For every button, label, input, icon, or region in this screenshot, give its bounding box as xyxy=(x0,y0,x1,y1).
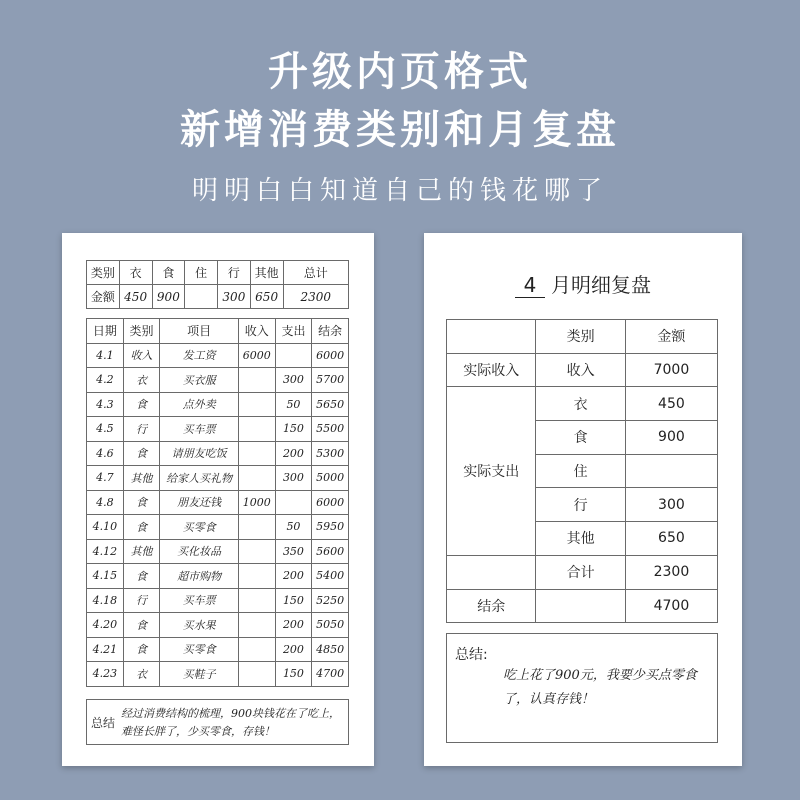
ledger-expense xyxy=(275,490,312,515)
ledger-expense: 300 xyxy=(275,368,312,393)
ledger-item: 买车票 xyxy=(160,417,239,442)
ledger-balance: 6000 xyxy=(312,343,349,368)
ledger-date: 4.7 xyxy=(87,466,124,491)
ledger-expense: 350 xyxy=(275,539,312,564)
ledger-item: 买水果 xyxy=(160,613,239,638)
ledger-category: 食 xyxy=(123,637,160,662)
ledger-expense: 200 xyxy=(275,637,312,662)
ledger-balance: 5950 xyxy=(312,515,349,540)
ledger-row xyxy=(87,466,349,491)
amount-row-label: 金额 xyxy=(87,285,120,309)
headline-subtitle: 新增消费类别和月复盘 xyxy=(180,107,620,153)
ledger-expense: 200 xyxy=(275,613,312,638)
ledger-item: 给家人买礼物 xyxy=(160,466,239,491)
review-month: 4 xyxy=(515,273,545,298)
ledger-income xyxy=(238,588,275,613)
ledger-income xyxy=(238,564,275,589)
amount-cell xyxy=(185,285,218,309)
ledger-row xyxy=(87,588,349,613)
ledger-balance: 4850 xyxy=(312,637,349,662)
ledger-category: 食 xyxy=(123,564,160,589)
ledger-category: 其他 xyxy=(123,539,160,564)
ledger-page xyxy=(62,233,374,766)
expense-amount: 450 xyxy=(625,387,717,421)
ledger-row xyxy=(87,392,349,417)
review-table xyxy=(446,319,718,623)
review-income-row xyxy=(447,353,718,387)
ledger-expense: 300 xyxy=(275,466,312,491)
category-cell: 行 xyxy=(218,261,251,285)
amount-cell: 300 xyxy=(218,285,251,309)
ledger-header-cell: 结余 xyxy=(312,319,349,344)
ledger-date: 4.2 xyxy=(87,368,124,393)
ledger-balance: 5700 xyxy=(312,368,349,393)
ledger-item: 朋友还钱 xyxy=(160,490,239,515)
ledger-income xyxy=(238,417,275,442)
ledger-date: 4.8 xyxy=(87,490,124,515)
total-blank xyxy=(447,555,536,589)
expense-category: 行 xyxy=(536,488,625,522)
ledger-row xyxy=(87,490,349,515)
ledger-row xyxy=(87,613,349,638)
income-category: 收入 xyxy=(536,353,625,387)
ledger-balance: 5000 xyxy=(312,466,349,491)
headline-tagline: 明明白白知道自己的钱花哪了 xyxy=(191,176,608,206)
ledger-date: 4.12 xyxy=(87,539,124,564)
amount-cell: 650 xyxy=(250,285,283,309)
ledger-date: 4.18 xyxy=(87,588,124,613)
ledger-category: 食 xyxy=(123,515,160,540)
ledger-category: 食 xyxy=(123,613,160,638)
review-title xyxy=(424,269,742,298)
ledger-expense: 50 xyxy=(275,515,312,540)
ledger-income xyxy=(238,515,275,540)
income-label: 实际收入 xyxy=(447,353,536,387)
ledger-item: 请朋友吃饭 xyxy=(160,441,239,466)
balance-label: 结余 xyxy=(447,589,536,623)
expense-category: 其他 xyxy=(536,522,625,556)
ledger-income xyxy=(238,637,275,662)
ledger-item: 买车票 xyxy=(160,588,239,613)
ledger-category: 食 xyxy=(123,490,160,515)
ledger-row xyxy=(87,637,349,662)
ledger-item: 发工资 xyxy=(160,343,239,368)
category-cell: 食 xyxy=(152,261,185,285)
ledger-category: 衣 xyxy=(123,368,160,393)
ledger-date: 4.3 xyxy=(87,392,124,417)
ledger-category: 其他 xyxy=(123,466,160,491)
ledger-balance: 6000 xyxy=(312,490,349,515)
ledger-balance: 4700 xyxy=(312,662,349,687)
ledger-row xyxy=(87,343,349,368)
expense-amount: 300 xyxy=(625,488,717,522)
amount-cell: 900 xyxy=(152,285,185,309)
category-cell: 衣 xyxy=(119,261,152,285)
category-row-label: 类别 xyxy=(87,261,120,285)
ledger-row xyxy=(87,417,349,442)
ledger-item: 超市购物 xyxy=(160,564,239,589)
ledger-row xyxy=(87,564,349,589)
expense-category: 食 xyxy=(536,421,625,455)
ledger-income xyxy=(238,368,275,393)
ledger-date: 4.1 xyxy=(87,343,124,368)
expense-amount: 650 xyxy=(625,522,717,556)
ledger-table xyxy=(86,318,349,687)
category-cell: 总计 xyxy=(283,261,349,285)
ledger-date: 4.20 xyxy=(87,613,124,638)
ledger-summary-box xyxy=(86,699,349,745)
ledger-date: 4.23 xyxy=(87,662,124,687)
ledger-item: 买零食 xyxy=(160,637,239,662)
ledger-item: 点外卖 xyxy=(160,392,239,417)
ledger-expense: 150 xyxy=(275,588,312,613)
ledger-header-cell: 类别 xyxy=(123,319,160,344)
ledger-income xyxy=(238,466,275,491)
headline-title: 升级内页格式 xyxy=(268,49,532,95)
review-header-category: 类别 xyxy=(536,320,625,354)
ledger-header-cell: 日期 xyxy=(87,319,124,344)
ledger-balance: 5250 xyxy=(312,588,349,613)
ledger-item: 买零食 xyxy=(160,515,239,540)
ledger-expense xyxy=(275,343,312,368)
ledger-income: 1000 xyxy=(238,490,275,515)
expense-category: 衣 xyxy=(536,387,625,421)
ledger-balance: 5300 xyxy=(312,441,349,466)
category-cell: 其他 xyxy=(250,261,283,285)
amount-cell: 450 xyxy=(119,285,152,309)
amount-row xyxy=(87,285,349,309)
ledger-header-cell: 支出 xyxy=(275,319,312,344)
review-header-blank xyxy=(447,320,536,354)
ledger-income xyxy=(238,392,275,417)
ledger-date: 4.5 xyxy=(87,417,124,442)
ledger-date: 4.6 xyxy=(87,441,124,466)
ledger-balance: 5500 xyxy=(312,417,349,442)
expense-amount xyxy=(625,454,717,488)
ledger-category: 行 xyxy=(123,417,160,442)
ledger-item: 买衣服 xyxy=(160,368,239,393)
ledger-item: 买鞋子 xyxy=(160,662,239,687)
ledger-expense: 150 xyxy=(275,662,312,687)
ledger-balance: 5400 xyxy=(312,564,349,589)
category-cell: 住 xyxy=(185,261,218,285)
review-summary-label: 总结: xyxy=(455,647,488,663)
monthly-review-page xyxy=(424,233,742,766)
total-amount: 2300 xyxy=(625,555,717,589)
ledger-date: 4.21 xyxy=(87,637,124,662)
ledger-income xyxy=(238,662,275,687)
ledger-row xyxy=(87,539,349,564)
income-amount: 7000 xyxy=(625,353,717,387)
ledger-summary-label: 总结 xyxy=(91,716,116,730)
ledger-expense: 200 xyxy=(275,564,312,589)
ledger-summary-text: 经过消费结构的梳理，900块钱花在了吃上，难怪长胖了，少买零食，存钱！ xyxy=(121,707,340,738)
ledger-category: 衣 xyxy=(123,662,160,687)
review-total-row xyxy=(447,555,718,589)
ledger-category: 收入 xyxy=(123,343,160,368)
ledger-income xyxy=(238,441,275,466)
category-summary-table xyxy=(86,260,349,309)
ledger-balance: 5650 xyxy=(312,392,349,417)
review-header-row xyxy=(447,320,718,354)
expense-amount: 900 xyxy=(625,421,717,455)
amount-cell: 2300 xyxy=(283,285,349,309)
expense-category: 住 xyxy=(536,454,625,488)
total-label: 合计 xyxy=(536,555,625,589)
ledger-expense: 150 xyxy=(275,417,312,442)
balance-amount: 4700 xyxy=(625,589,717,623)
ledger-expense: 50 xyxy=(275,392,312,417)
ledger-header-cell: 收入 xyxy=(238,319,275,344)
ledger-row xyxy=(87,368,349,393)
category-row xyxy=(87,261,349,285)
balance-blank xyxy=(536,589,625,623)
review-summary-box xyxy=(446,633,718,743)
review-header-amount: 金额 xyxy=(625,320,717,354)
ledger-category: 行 xyxy=(123,588,160,613)
ledger-row xyxy=(87,515,349,540)
ledger-category: 食 xyxy=(123,392,160,417)
ledger-category: 食 xyxy=(123,441,160,466)
ledger-item: 买化妆品 xyxy=(160,539,239,564)
ledger-income xyxy=(238,613,275,638)
review-balance-row xyxy=(447,589,718,623)
ledger-expense: 200 xyxy=(275,441,312,466)
ledger-income xyxy=(238,539,275,564)
ledger-row xyxy=(87,662,349,687)
expense-label: 实际支出 xyxy=(447,387,536,555)
ledger-header-row xyxy=(87,319,349,344)
review-summary-text: 吃上花了900元，我要少买点零食了，认真存钱！ xyxy=(503,668,697,707)
ledger-row xyxy=(87,441,349,466)
review-expense-row xyxy=(447,387,718,421)
ledger-income: 6000 xyxy=(238,343,275,368)
ledger-date: 4.15 xyxy=(87,564,124,589)
ledger-date: 4.10 xyxy=(87,515,124,540)
ledger-header-cell: 项目 xyxy=(160,319,239,344)
ledger-balance: 5600 xyxy=(312,539,349,564)
review-title-text: 月明细复盘 xyxy=(551,273,651,297)
ledger-balance: 5050 xyxy=(312,613,349,638)
